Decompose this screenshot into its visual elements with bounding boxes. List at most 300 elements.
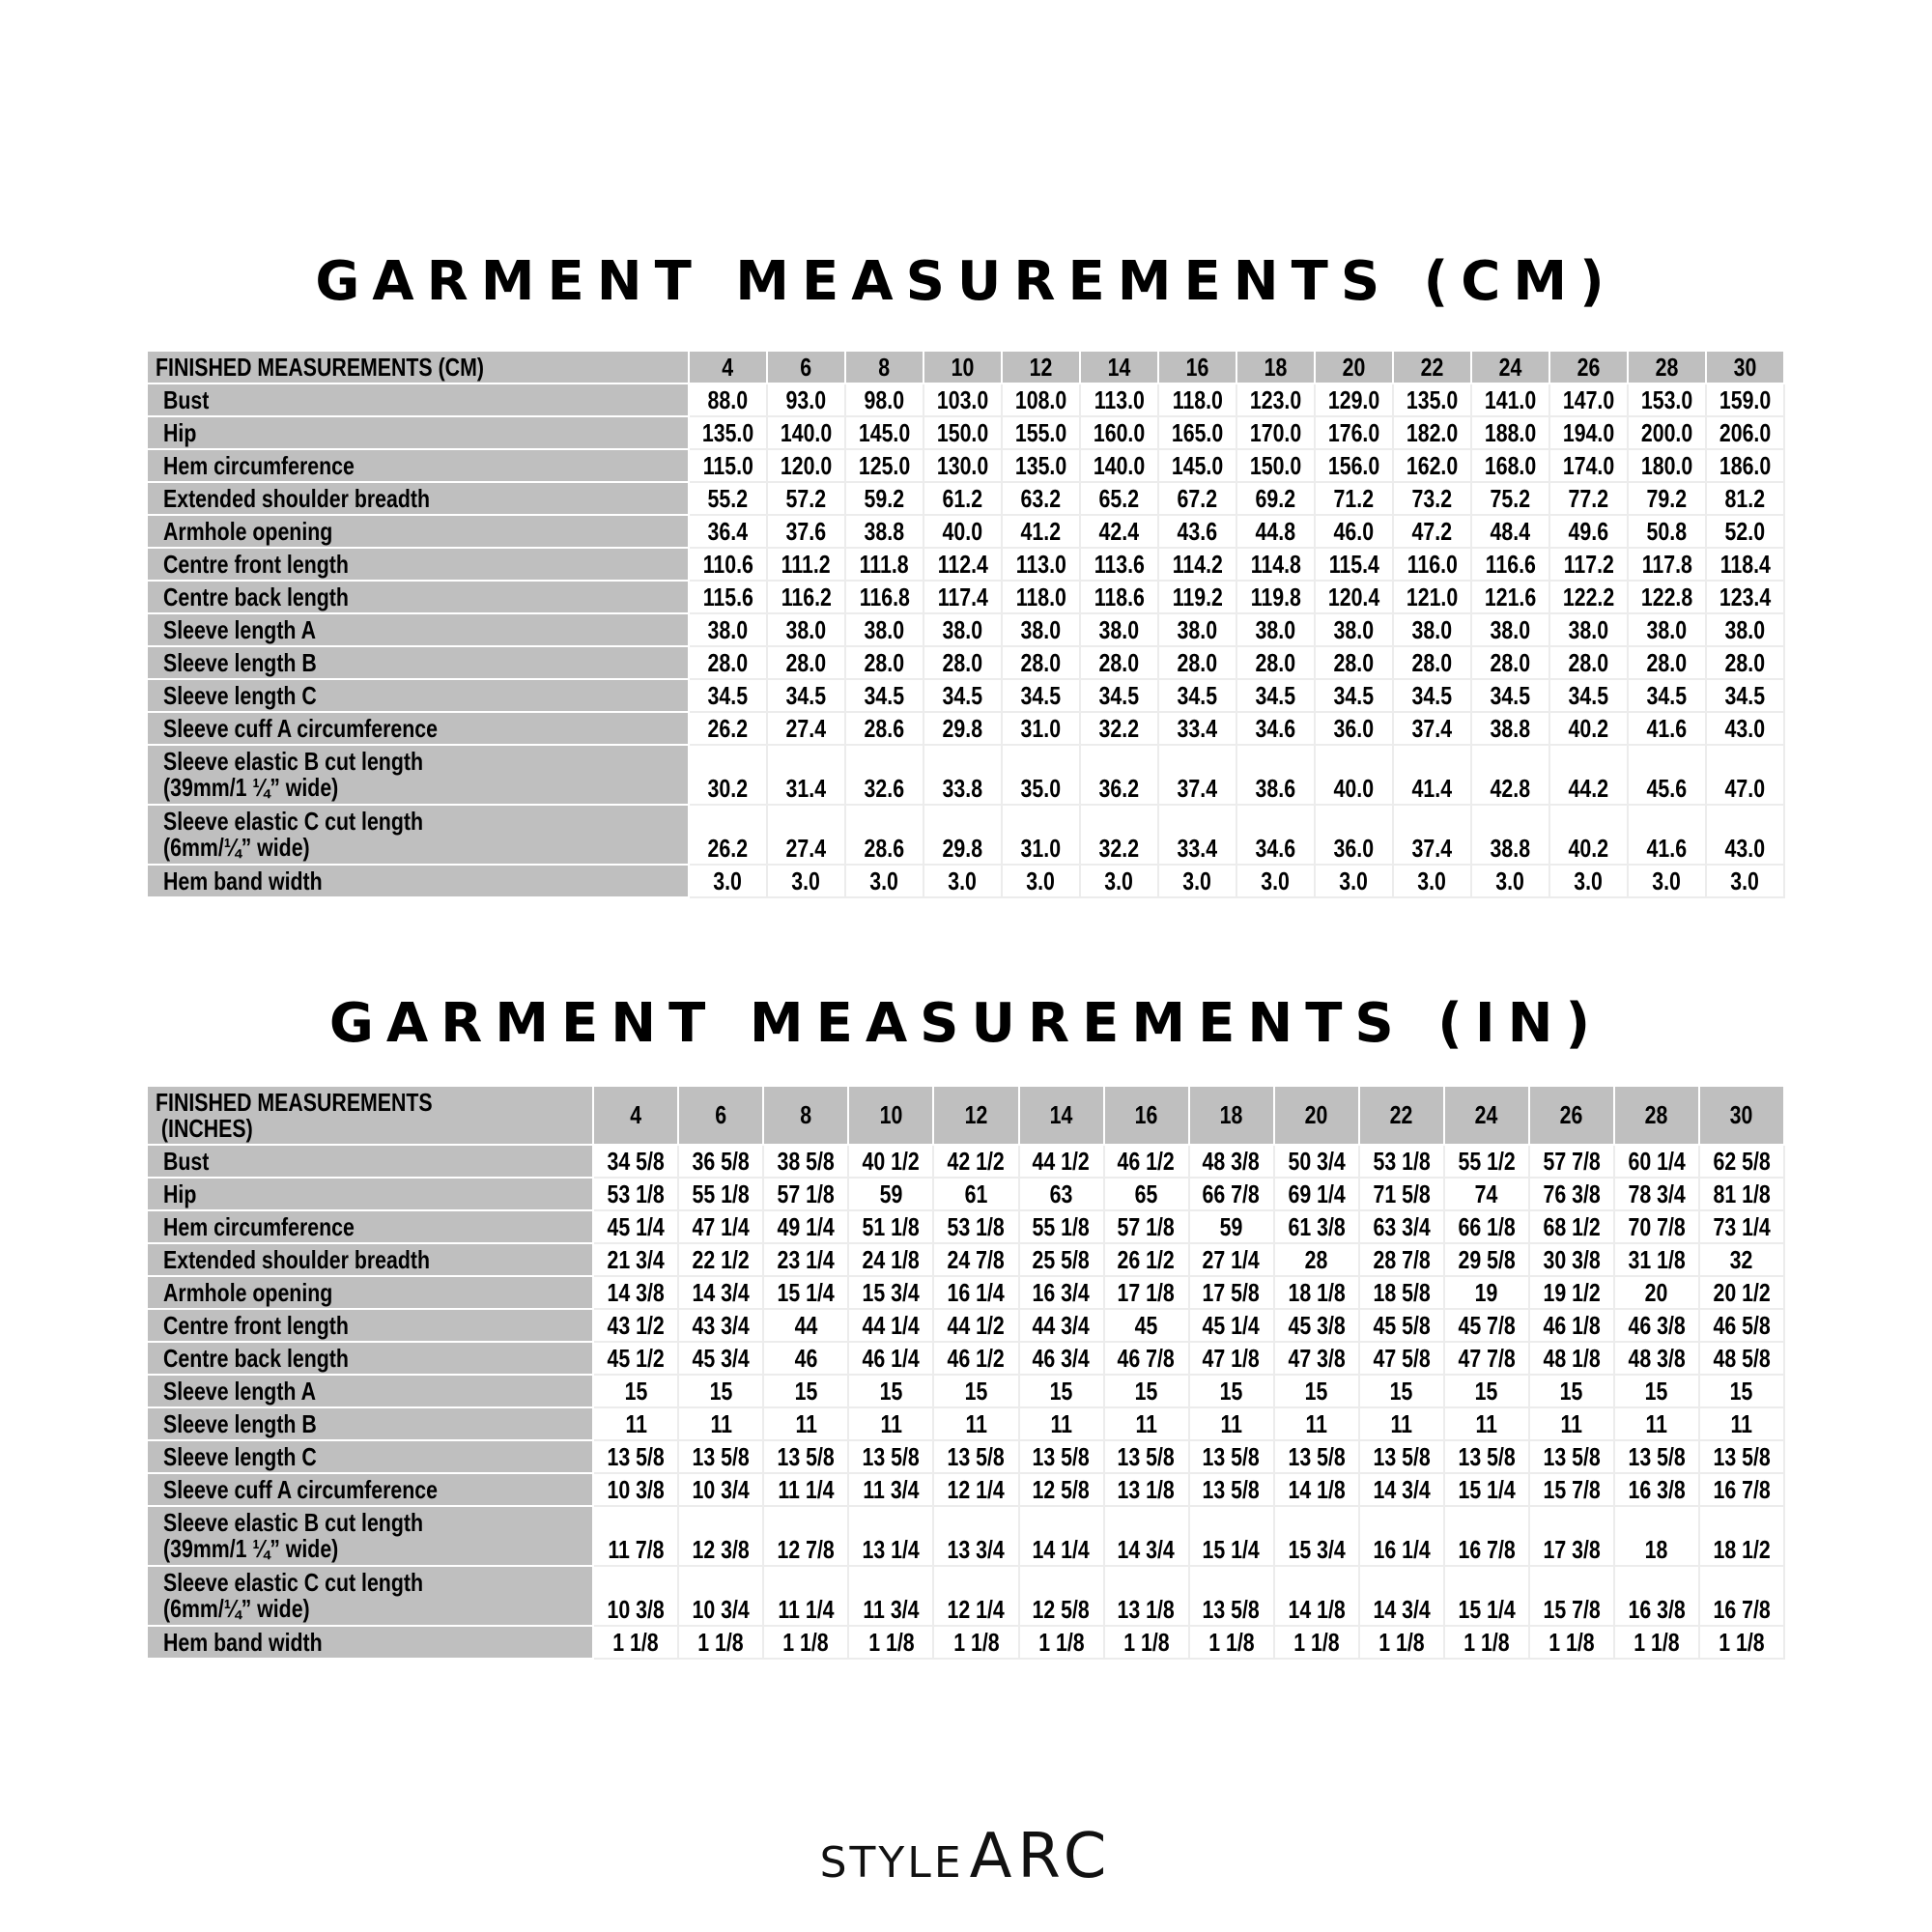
value-cell [1529,1375,1614,1407]
value-cell [1189,1178,1274,1210]
header-label-cell [147,351,689,384]
table-row [147,1506,1784,1566]
table-row [147,745,1784,805]
value-cell [593,1473,678,1506]
value: 1 1/8 [1463,1628,1510,1657]
value-cell [678,1342,763,1375]
size-header-cell [923,351,1002,384]
value-cell [1189,1309,1274,1342]
value-cell [593,1506,678,1566]
value-cell [1236,548,1315,581]
value: 140.0 [780,418,833,447]
value-cell [1359,1473,1444,1506]
value: 40.2 [1568,834,1609,863]
value: 61 [964,1179,988,1208]
value: 46 3/8 [1628,1311,1686,1340]
value-cell [1393,384,1471,416]
value: 117.2 [1563,550,1614,579]
value: 1 1/8 [1378,1628,1425,1657]
row-label-cell [147,1309,593,1342]
value: 118.4 [1719,550,1771,579]
table-row [147,865,1784,897]
value-cell [763,1506,848,1566]
value-cell [1706,548,1784,581]
value: 1 1/8 [782,1628,830,1657]
value: 28.0 [1177,648,1218,677]
value-cell [763,1626,848,1659]
value-cell [1471,646,1549,679]
value-cell [1471,515,1549,548]
value: 98.0 [864,385,905,414]
value: 38.8 [1490,834,1531,863]
value-cell [1393,712,1471,745]
table-row [147,449,1784,482]
value: 28.0 [1646,648,1688,677]
value-cell [1529,1407,1614,1440]
value-cell [845,805,923,865]
value-cell [1628,581,1706,613]
value-cell [1315,613,1393,646]
value-cell [1393,745,1471,805]
value-cell [1158,745,1236,805]
value: 162.0 [1406,451,1459,480]
row-label-cell [147,416,689,449]
value-cell [1315,515,1393,548]
value: 38.0 [942,615,983,644]
value-cell [1699,1626,1784,1659]
value: 47 1/8 [1202,1344,1261,1373]
value: 29 5/8 [1458,1245,1516,1274]
value: 11 [795,1409,817,1438]
value: 15 [1474,1377,1498,1406]
value-cell [1274,1309,1359,1342]
row-label: Armhole opening [163,1277,333,1307]
value-cell [1529,1210,1614,1243]
size-header-cell [1002,351,1080,384]
value-cell [689,384,767,416]
value: 43.6 [1177,517,1218,546]
value: 1 1/8 [1548,1628,1595,1657]
value-cell [848,1145,933,1178]
value: 159.0 [1719,385,1772,414]
table-row [147,1440,1784,1473]
value: 15 1/4 [777,1278,836,1307]
value: 46 [794,1344,818,1373]
table-cm [146,350,1785,898]
value-cell [1019,1309,1104,1342]
value: 20 [1644,1278,1668,1307]
value: 32 [1730,1245,1753,1274]
value-cell [1706,449,1784,482]
value: 13 3/4 [947,1535,1006,1564]
row-label-cell [147,1243,593,1276]
value: 120.0 [780,451,833,480]
value: 13 5/8 [947,1442,1006,1471]
value-cell [1444,1145,1529,1178]
value-cell [1002,805,1080,865]
size-header-cell [767,351,845,384]
value-cell [1706,805,1784,865]
value-cell [678,1375,763,1407]
row-label-cell [147,1210,593,1243]
value-cell [1080,416,1158,449]
value-cell [1549,712,1628,745]
value-cell [1706,482,1784,515]
value-cell [1444,1309,1529,1342]
value-cell [1002,646,1080,679]
value: 15 [964,1377,988,1406]
value-cell [678,1276,763,1309]
value: 3.0 [1339,867,1369,895]
value: 15 [1730,1377,1753,1406]
value: 34.5 [707,681,749,710]
value: 11 [1220,1409,1242,1438]
value-cell [1274,1210,1359,1243]
value-cell [1019,1276,1104,1309]
value: 115.0 [702,451,753,480]
value: 115.4 [1328,550,1379,579]
value: 14 1/4 [1032,1535,1091,1564]
value-cell [678,1407,763,1440]
size-header-cell [1315,351,1393,384]
value: 37.4 [1411,714,1453,743]
value-cell [689,581,767,613]
table-row [147,1407,1784,1440]
value-cell [923,613,1002,646]
value-cell [1444,1243,1529,1276]
value: 75.2 [1490,484,1531,513]
value: 103.0 [936,385,989,414]
row-label: Extended shoulder breadth [163,483,431,513]
value: 28.6 [864,834,905,863]
style-arc-logo [0,1821,1932,1892]
value: 31.4 [785,774,827,803]
value: 32.2 [1098,714,1140,743]
value-cell [1628,384,1706,416]
value-cell [1104,1473,1189,1506]
value: 46.0 [1333,517,1375,546]
value-cell [1549,482,1628,515]
table-row [147,646,1784,679]
value: 47 1/4 [692,1212,750,1241]
row-label-cell [147,548,689,581]
value: 36 5/8 [692,1147,750,1176]
value: 194.0 [1562,418,1615,447]
value-cell [763,1276,848,1309]
value: 45.6 [1646,774,1688,803]
value: 12 1/4 [947,1475,1006,1504]
value: 38.0 [864,615,905,644]
value: 121.0 [1406,582,1459,611]
value-cell [1699,1309,1784,1342]
value: 61.2 [942,484,983,513]
value: 32.2 [1098,834,1140,863]
value: 55 1/8 [1032,1212,1091,1241]
value-cell [1699,1375,1784,1407]
value: 40.0 [1333,774,1375,803]
value: 28 7/8 [1373,1245,1431,1274]
value-cell [1019,1145,1104,1178]
value: 19 [1474,1278,1498,1307]
size-header-cell [1529,1086,1614,1145]
value: 38.0 [1177,615,1218,644]
value: 113.0 [1094,385,1145,414]
value-cell [1471,613,1549,646]
size-header: 16 [1185,352,1209,382]
value-cell [848,1178,933,1210]
row-label-cell [147,482,689,515]
value-cell [1628,712,1706,745]
value-cell [1614,1626,1699,1659]
value-cell [1274,1276,1359,1309]
value-cell [1614,1276,1699,1309]
value: 3.0 [1182,867,1212,895]
row-label: Sleeve length C [163,680,317,710]
size-header: 26 [1559,1100,1583,1129]
row-label: Hem circumference [163,450,355,480]
value: 77.2 [1568,484,1609,513]
row-label-cell [147,1145,593,1178]
value: 44.8 [1255,517,1296,546]
value-cell [933,1210,1018,1243]
value-cell [1614,1243,1699,1276]
row-label: Hip [163,1179,197,1208]
value: 19 1/2 [1543,1278,1601,1307]
value-cell [1104,1440,1189,1473]
value-cell [1614,1566,1699,1626]
value-cell [848,1506,933,1566]
value: 180.0 [1640,451,1693,480]
value-cell [1080,548,1158,581]
value-cell [1019,1375,1104,1407]
size-header-cell [689,351,767,384]
value-cell [678,1210,763,1243]
value-cell [1628,865,1706,897]
value: 46 5/8 [1713,1311,1771,1340]
value-cell [923,805,1002,865]
value: 25 5/8 [1032,1245,1091,1274]
value-cell [1104,1178,1189,1210]
value: 3.0 [1104,867,1134,895]
value-cell [678,1473,763,1506]
value: 38.0 [1411,615,1453,644]
value: 155.0 [1014,418,1067,447]
size-header-cell [1549,351,1628,384]
value-cell [1236,515,1315,548]
value: 17 3/8 [1543,1535,1601,1564]
value-cell [1393,416,1471,449]
value-cell [1471,384,1549,416]
value-cell [1158,449,1236,482]
value-cell [933,1440,1018,1473]
size-header: 30 [1730,1100,1753,1129]
value: 61 3/8 [1288,1212,1346,1241]
value: 34.5 [1255,681,1296,710]
value-cell [1359,1276,1444,1309]
value: 121.6 [1484,582,1537,611]
value: 13 5/8 [1202,1442,1261,1471]
value-cell [923,515,1002,548]
value: 13 5/8 [1202,1475,1261,1504]
value: 65.2 [1098,484,1140,513]
value-cell [1315,805,1393,865]
value-cell [1628,613,1706,646]
size-header: 24 [1474,1100,1498,1129]
value-cell [933,1342,1018,1375]
value-cell [1315,449,1393,482]
value: 3.0 [1574,867,1604,895]
value-cell [1236,384,1315,416]
value: 33.8 [942,774,983,803]
value: 11 [1645,1409,1668,1438]
value-cell [848,1407,933,1440]
value: 59 [1219,1212,1243,1241]
value-cell [845,646,923,679]
value: 116.2 [781,582,832,611]
value-cell [1080,679,1158,712]
value: 63 3/4 [1373,1212,1431,1241]
value-cell [1699,1440,1784,1473]
value-cell [1019,1440,1104,1473]
size-header: 30 [1733,352,1757,382]
row-label: Sleeve elastic B cut length [163,747,423,776]
value-cell [1274,1178,1359,1210]
value: 123.4 [1719,582,1772,611]
value-cell [689,548,767,581]
value: 42 1/2 [947,1147,1006,1176]
value: 27 1/4 [1202,1245,1261,1274]
value: 3.0 [948,867,978,895]
row-label: (39mm/1 ¼” wide) [163,773,339,802]
value: 59.2 [864,484,905,513]
value: 38.0 [1255,615,1296,644]
table-row [147,1626,1784,1659]
value: 119.2 [1172,582,1223,611]
value: 14 3/4 [692,1278,750,1307]
size-header: 4 [630,1100,642,1129]
value: 1 1/8 [1122,1628,1170,1657]
value-cell [1189,1375,1274,1407]
value: 30.2 [707,774,749,803]
value: 145.0 [1171,451,1224,480]
value-cell [689,865,767,897]
value: 1 1/8 [1634,1628,1680,1657]
value-cell [1393,865,1471,897]
value-cell [1529,1178,1614,1210]
row-label-cell [147,1407,593,1440]
value: 48 3/8 [1628,1344,1686,1373]
row-label: Armhole opening [163,516,333,546]
value-cell [933,1566,1018,1626]
value: 119.8 [1250,582,1301,611]
value: 11 [1390,1409,1412,1438]
value: 14 1/8 [1288,1475,1346,1504]
value: 62 5/8 [1713,1147,1771,1176]
value-cell [933,1276,1018,1309]
value: 15 [1304,1377,1328,1406]
value: 49.6 [1568,517,1609,546]
value-cell [1529,1243,1614,1276]
size-header: 14 [1107,352,1131,382]
row-label-cell [147,581,689,613]
value-cell [1315,646,1393,679]
value-cell [1549,581,1628,613]
value: 20 1/2 [1713,1278,1771,1307]
value-cell [1699,1506,1784,1566]
value-cell [1699,1276,1784,1309]
value: 16 1/4 [947,1278,1006,1307]
value-cell [767,515,845,548]
value-cell [848,1566,933,1626]
row-label-cell [147,712,689,745]
value-cell [1315,384,1393,416]
table-row [147,482,1784,515]
table-row [147,712,1784,745]
row-label: Extended shoulder breadth [163,1244,431,1274]
row-label: Centre front length [163,549,349,579]
size-header-cell [933,1086,1018,1145]
value-cell [923,646,1002,679]
table-row [147,1276,1784,1309]
value-cell [1549,515,1628,548]
value: 10 3/8 [607,1595,665,1624]
value: 65 [1134,1179,1158,1208]
value-cell [1706,865,1784,897]
row-label: Sleeve length B [163,647,317,677]
value: 13 5/8 [1373,1442,1431,1471]
value: 1 1/8 [1293,1628,1340,1657]
value-cell [1189,1473,1274,1506]
value-cell [1699,1342,1784,1375]
value: 34.5 [1568,681,1609,710]
value-cell [845,581,923,613]
value: 13 5/8 [862,1442,921,1471]
value-cell [845,449,923,482]
row-label: Bust [163,1146,210,1176]
value-cell [1158,865,1236,897]
value-cell [848,1342,933,1375]
value: 168.0 [1484,451,1537,480]
value: 48 3/8 [1202,1147,1261,1176]
value: 26 1/2 [1117,1245,1176,1274]
size-header-cell [678,1086,763,1145]
value: 16 7/8 [1458,1535,1516,1564]
value: 34.5 [1646,681,1688,710]
value-cell [1189,1506,1274,1566]
value: 28.0 [707,648,749,677]
value: 55.2 [707,484,749,513]
value-cell [923,449,1002,482]
value-cell [1080,449,1158,482]
value: 37.4 [1177,774,1218,803]
value: 13 5/8 [1032,1442,1091,1471]
value: 13 5/8 [1117,1442,1176,1471]
value-cell [1019,1626,1104,1659]
value: 28.0 [785,648,827,677]
value: 165.0 [1171,418,1224,447]
value-cell [1706,745,1784,805]
value: 3.0 [713,867,743,895]
value-cell [1444,1440,1529,1473]
row-label-cell [147,1342,593,1375]
value-cell [1529,1145,1614,1178]
value: 135.0 [1014,451,1067,480]
value: 1 1/8 [1719,1628,1765,1657]
value-cell [1359,1506,1444,1566]
size-header-cell [1699,1086,1784,1145]
value-cell [1189,1276,1274,1309]
value: 114.8 [1250,550,1301,579]
